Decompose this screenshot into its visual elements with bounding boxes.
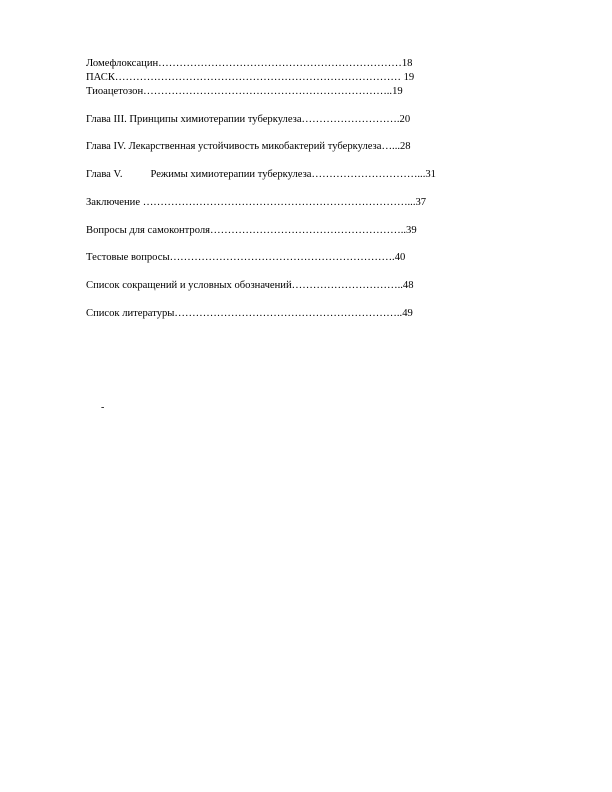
toc-entry-self-check-questions[interactable] (86, 224, 417, 237)
toc-entry-page: 28 (400, 141, 411, 152)
toc-entry-leader: ……………………………………………….. (210, 225, 407, 236)
toc-entry-page: 40 (394, 252, 406, 263)
toc-entry-leader: ………………………….. (291, 280, 403, 291)
toc-entry-page: 49 (402, 308, 413, 319)
toc-entry-leader: ……………………………………………………….. (174, 308, 403, 319)
toc-entry-title: Режимы химиотерапии туберкулеза (150, 169, 312, 180)
toc-entry-pask[interactable] (86, 71, 414, 84)
toc-entry-title: Список литературы (86, 308, 175, 319)
toc-entry-chapter-5[interactable] (86, 168, 436, 181)
toc-entry-title: Вопросы для самоконтроля (86, 225, 211, 236)
toc-entry-test-questions[interactable] (86, 251, 405, 264)
toc-entry-page: 19 (392, 86, 403, 97)
toc-entry-page: 31 (425, 169, 436, 180)
toc-entry-leader: …………………………………………………………….. (143, 86, 393, 97)
toc-entry-title: Тиоацетозон (86, 86, 144, 97)
toc-entry-references[interactable] (86, 307, 413, 320)
toc-entry-title: Тестовые вопросы (86, 252, 170, 263)
toc-entry-leader: ………………………………………………………. (169, 252, 395, 263)
toc-entry-chapter-4[interactable] (86, 140, 411, 153)
toc-entry-page: 37 (415, 197, 427, 208)
toc-entry-page: 20 (399, 114, 411, 125)
toc-entry-label: Глава V. (86, 169, 123, 180)
toc-entry-thioacetazone[interactable] (86, 85, 403, 98)
toc-entry-leader: …………………………………………………………………... (142, 197, 416, 208)
toc-entry-lomefloxacin[interactable] (86, 57, 412, 70)
toc-entry-title: Список сокращений и условных обозначений (86, 280, 292, 291)
toc-entry-abbreviations[interactable] (86, 279, 413, 292)
toc-entry-page: 48 (402, 280, 414, 291)
toc-entry-leader: …………………………………………………………… (158, 58, 402, 69)
toc-entry-title: Глава III. Принципы химиотерапии туберкулеза (86, 114, 302, 125)
toc-entry-leader: …………………………... (311, 169, 426, 180)
stray-mark: - (101, 402, 105, 413)
toc-entry-conclusion[interactable] (86, 196, 426, 209)
toc-entry-chapter-3[interactable] (86, 113, 410, 126)
toc-entry-title: Заключение (86, 197, 143, 208)
toc-entry-title: Ломефлоксацин (86, 58, 159, 69)
toc-entry-title: Глава IV. Лекарственная устойчивость микобактерий туберкулеза (86, 141, 382, 152)
toc-entry-page: 39 (406, 225, 417, 236)
toc-entry-leader: …... (381, 141, 400, 152)
toc-entry-page: 19 (403, 72, 415, 83)
toc-entry-leader: ……………………………………………………………………… (114, 72, 404, 83)
toc-entry-page: 18 (401, 58, 413, 69)
toc-entry-leader: ………………………. (301, 114, 400, 125)
toc-entry-title: ПАСК (86, 72, 115, 83)
